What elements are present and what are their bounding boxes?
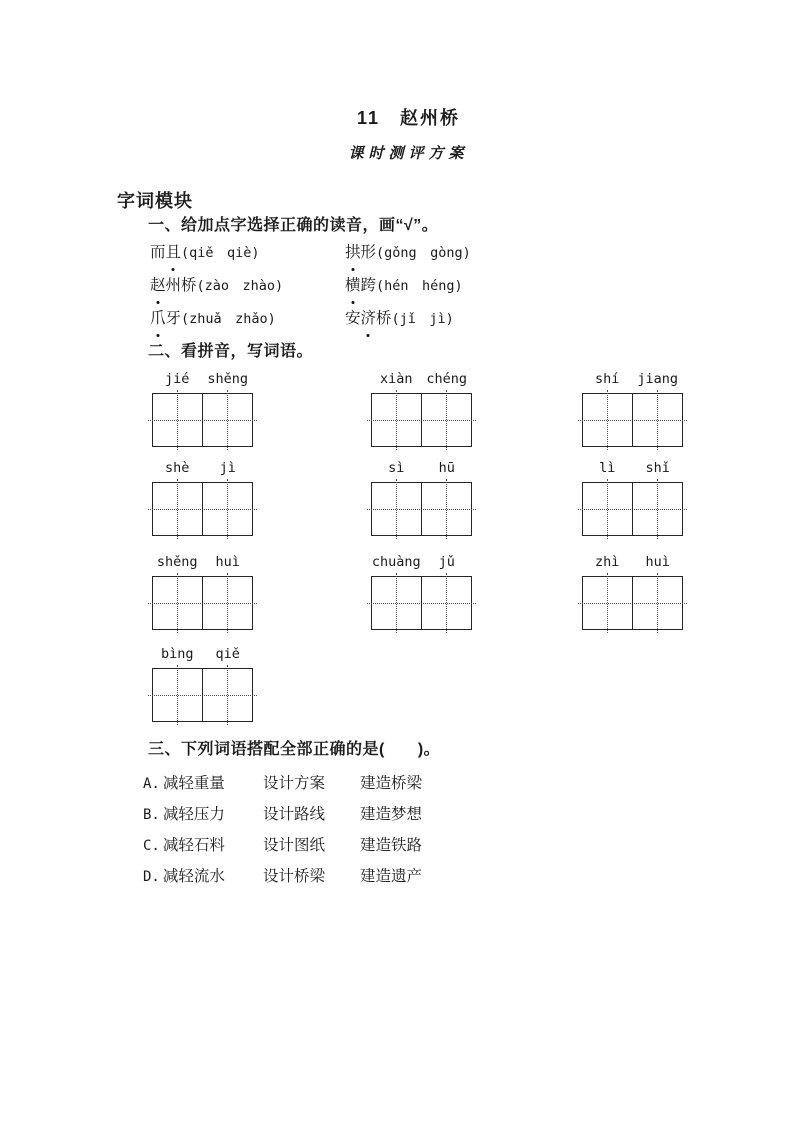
writing-grid [152,393,253,447]
q3-option-d [143,861,422,892]
pinyin-syllable: shí [595,371,620,387]
dotted-char: 爪 [150,302,166,335]
pinyin-label [582,552,683,573]
option-phrase: 建造桥梁 [360,775,423,792]
pinyin-syllable: lì [599,460,616,476]
option-label: C. [143,838,160,854]
pinyin-group-jiesheng [152,369,253,447]
phrase-text: 减轻重量 [162,775,225,792]
pinyin-syllable: sì [388,460,405,476]
writing-grid [582,576,683,630]
pinyin-syllable: shěng [156,554,198,570]
pinyin-syllable: zhì [595,554,620,570]
pinyin-group-xiancheng [371,369,472,447]
pinyin-label [371,552,472,573]
writing-grid [371,393,472,447]
option-phrase: 设计路线 [263,806,326,823]
option-phrase: 设计方案 [263,775,326,792]
writing-grid [152,576,253,630]
pinyin-syllable: chuàng [371,554,421,570]
pinyin-syllable: jié [165,371,190,387]
phrase-text: 减轻压力 [162,806,225,823]
pinyin-syllable: jì [219,460,236,476]
pinyin-group-lishi [582,458,683,536]
q1-item-hengkua [345,269,675,302]
writing-grid [152,482,253,536]
word-pre: 安 [345,310,361,327]
word-post: 桥 [376,310,392,327]
pinyin-label [152,458,253,479]
pinyin-syllable: huì [215,554,240,570]
pinyin-label [152,552,253,573]
pinyin-syllable: bìng [160,646,194,662]
pinyin-group-shijiang [582,369,683,447]
pinyin-label [371,369,472,390]
option-phrase: 建造梦想 [360,806,423,823]
writing-grid [582,482,683,536]
page-title: 11 赵州桥 [356,108,461,128]
word-post: 跨 [360,277,377,294]
pinyin-label [371,458,472,479]
word-post: 州桥 [165,277,197,294]
q3-option-a [143,768,422,799]
option-phrase [143,861,263,892]
option-phrase [143,768,263,799]
option-phrase [143,799,263,830]
phrase-text: 减轻流水 [162,868,225,885]
q3-option-b [143,799,422,830]
option-phrase: 设计图纸 [263,837,326,854]
pinyin-group-chuangju [371,552,472,630]
pinyin-syllable: chéng [426,371,468,387]
option-phrase [143,830,263,861]
q1-item-anjiqiao [345,302,675,335]
pinyin-options: (hén héng) [376,278,463,294]
pinyin-options: (zào zhào) [196,278,284,294]
pinyin-group-zhihui [582,552,683,630]
pinyin-syllable: jǔ [438,554,455,570]
q3-heading: 三、下列词语搭配全部正确的是( )。 [148,741,441,758]
option-label: D. [143,869,160,885]
pinyin-options: (zhuǎ zhǎo) [181,311,276,327]
pinyin-syllable: qiě [215,646,240,662]
option-phrase: 设计桥梁 [263,868,326,885]
option-label: B. [143,807,160,823]
phrase-text: 减轻石料 [162,837,225,854]
pinyin-syllable: shěng [207,371,249,387]
dotted-char: 拱 [345,236,361,269]
writing-grid [582,393,683,447]
pinyin-label [152,644,253,665]
dotted-char: 横 [345,269,361,302]
option-phrase: 建造遗产 [360,868,423,885]
option-phrase: 建造铁路 [360,837,423,854]
word-pre: 而 [150,244,166,261]
pinyin-options: (gǒng gòng) [376,245,471,261]
pinyin-label [582,369,683,390]
writing-grid [152,668,253,722]
q1-heading: 一、给加点字选择正确的读音，画“√”。 [148,217,439,234]
pinyin-options: (jǐ jì) [391,311,454,327]
pinyin-label [152,369,253,390]
dotted-char: 赵 [150,269,166,302]
q1-item-erqie [150,236,345,269]
dotted-char: 济 [361,302,377,335]
pinyin-label [582,458,683,479]
page-subtitle: 课时测评方案 [348,146,469,162]
pinyin-options: (qiě qiè) [181,245,260,261]
dotted-char: 且 [166,236,182,269]
writing-grid [371,576,472,630]
q1-item-zhaozhouqiao [150,269,345,302]
q1-item-gongxing [345,236,675,269]
q1-items [150,236,675,335]
q3-option-c [143,830,422,861]
option-label: A. [143,776,160,792]
section-heading-word-module: 字词模块 [117,191,193,211]
word-post: 形 [360,244,377,261]
pinyin-group-shenghui [152,552,253,630]
pinyin-syllable: shè [165,460,190,476]
pinyin-group-sihu [371,458,472,536]
q3-options [143,768,422,892]
pinyin-syllable: shǐ [645,460,670,476]
pinyin-syllable: huì [645,554,670,570]
q2-heading: 二、看拼音，写词语。 [148,343,314,360]
writing-grid [371,482,472,536]
pinyin-group-sheji [152,458,253,536]
word-post: 牙 [165,310,182,327]
pinyin-group-bingqie [152,644,253,722]
pinyin-syllable: jiang [637,371,679,387]
pinyin-syllable: hū [438,460,455,476]
q1-item-zhuaya [150,302,345,335]
pinyin-syllable: xiàn [379,371,413,387]
